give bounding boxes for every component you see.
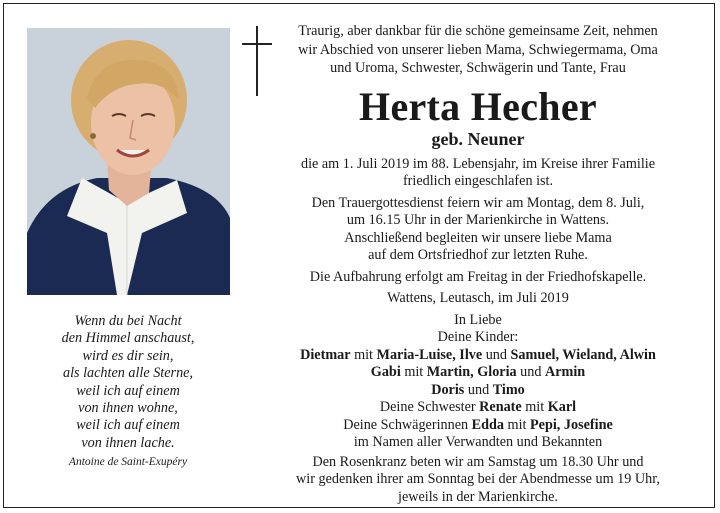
deceased-name: Herta Hecher <box>359 83 597 129</box>
service-text: Den Trauergottesdienst feiern wir am Montag, dem 8. Juli, um 16.15 Uhr in der Marienkirche in Wattens. Anschließend begleiten wir unsere liebe Mama auf dem Ortsfriedhof zur letzten Ruhe. <box>311 194 645 263</box>
viewing-text: Die Aufbahrung erfolgt am Freitag in der Friedhofskapelle. <box>309 268 647 285</box>
intro-text: Traurig, aber dankbar für die schöne gemeinsame Zeit, nehmen wir Abschied von unserer lieben Mama, Schwiegermama, Oma und Uroma, Schwester, Schwägerin und Tante, Frau <box>298 23 658 76</box>
mourners-row: Dietmar mit Maria-Luise, Ilve und Samuel, Wieland, Alwin <box>300 346 656 363</box>
maiden-name: geb. Neuner <box>431 128 525 149</box>
mourners-row: Deine Schwägerinnen Edda mit Pepi, Josefine <box>343 416 613 433</box>
place-date: Wattens, Leutasch, im Juli 2019 <box>387 290 569 306</box>
portrait-photo <box>27 28 230 295</box>
mourners-list: In Liebe Deine Kinder: Dietmar mit Maria-Luise, Ilve und Samuel, Wieland, Alwin Gabi mit Martin, Gloria und Armin Doris und Timo Deine Schwester Renate mit Karl Deine Schwägerinnen Edda mit Pepi, Josefine im Namen aller Verwandten und Bekannten <box>268 312 688 452</box>
rosary-text: Den Rosenkranz beten wir am Samstag um 18.30 Uhr und wir gedenken ihrer am Sonntag bei der Abendmesse um 19 Uhr, jeweils in der Marienkirche. <box>296 453 660 505</box>
poem-author: Antoine de Saint-Exupéry <box>68 456 188 469</box>
mourners-row: Gabi mit Martin, Gloria und Armin <box>370 364 586 380</box>
notice-text <box>268 22 688 510</box>
mourners-row: Deine Schwester Renate mit Karl <box>379 399 577 415</box>
death-text: die am 1. Juli 2019 im 88. Lebensjahr, im Kreise ihrer Familie friedlich eingeschlafen ist. <box>300 155 656 189</box>
poem: Wenn du bei Nacht den Himmel anschaust, wird es dir sein, als lachten alle Sterne, weil ich auf einem von ihnen wohne, weil ich auf einem von ihnen lache. Antoine de Saint-Exupéry <box>28 313 228 472</box>
mourners-row: Doris und Timo <box>431 381 525 398</box>
